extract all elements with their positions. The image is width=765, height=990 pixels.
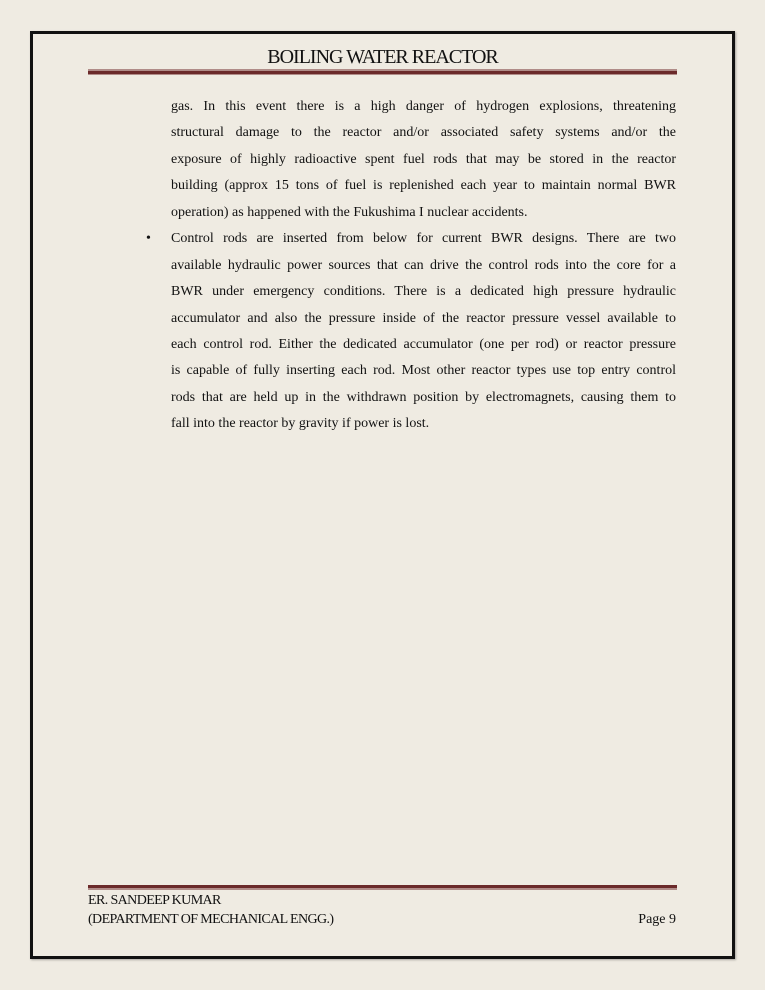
text-line: accumulator and also the pressure inside of the reactor pressure vessel available to [171, 310, 676, 326]
text-line: building (approx 15 tons of fuel is replenished each year to maintain normal BWR [171, 178, 676, 194]
text-line: available hydraulic power sources that can drive the control rods into the core for a [171, 257, 676, 273]
page-number: Page 9 [638, 912, 676, 927]
text-line: is capable of fully inserting each rod. Most other reactor types use top entry control [171, 363, 676, 379]
text-line: structural damage to the reactor and/or associated safety systems and/or the [171, 125, 676, 141]
text-line: BWR under emergency conditions. There is a dedicated high pressure hydraulic [171, 284, 676, 300]
text-line: operation) as happened with the Fukushima I nuclear accidents. [171, 204, 528, 220]
text-line: fall into the reactor by gravity if power is lost. [171, 416, 430, 432]
bullet-icon: • [146, 231, 151, 246]
page-header-title: BOILING WATER REACTOR [267, 46, 498, 68]
text-line: gas. In this event there is a high danger of hydrogen explosions, threatening [171, 99, 676, 114]
text-line: exposure of highly radioactive spent fuel rods that may be stored in the reactor [171, 151, 676, 167]
footer-department: (DEPARTMENT OF MECHANICAL ENGG.) [88, 912, 334, 927]
body-text [171, 94, 676, 438]
text-line: rods that are held up in the withdrawn position by electromagnets, causing them to [171, 389, 676, 405]
footer-author: ER. SANDEEP KUMAR [88, 893, 221, 908]
footer-rule [88, 885, 677, 890]
header-rule [88, 69, 677, 75]
text-line: Control rods are inserted from below for current BWR designs. There are two [171, 231, 676, 247]
text-line: each control rod. Either the dedicated accumulator (one per rod) or reactor pressure [171, 336, 676, 352]
